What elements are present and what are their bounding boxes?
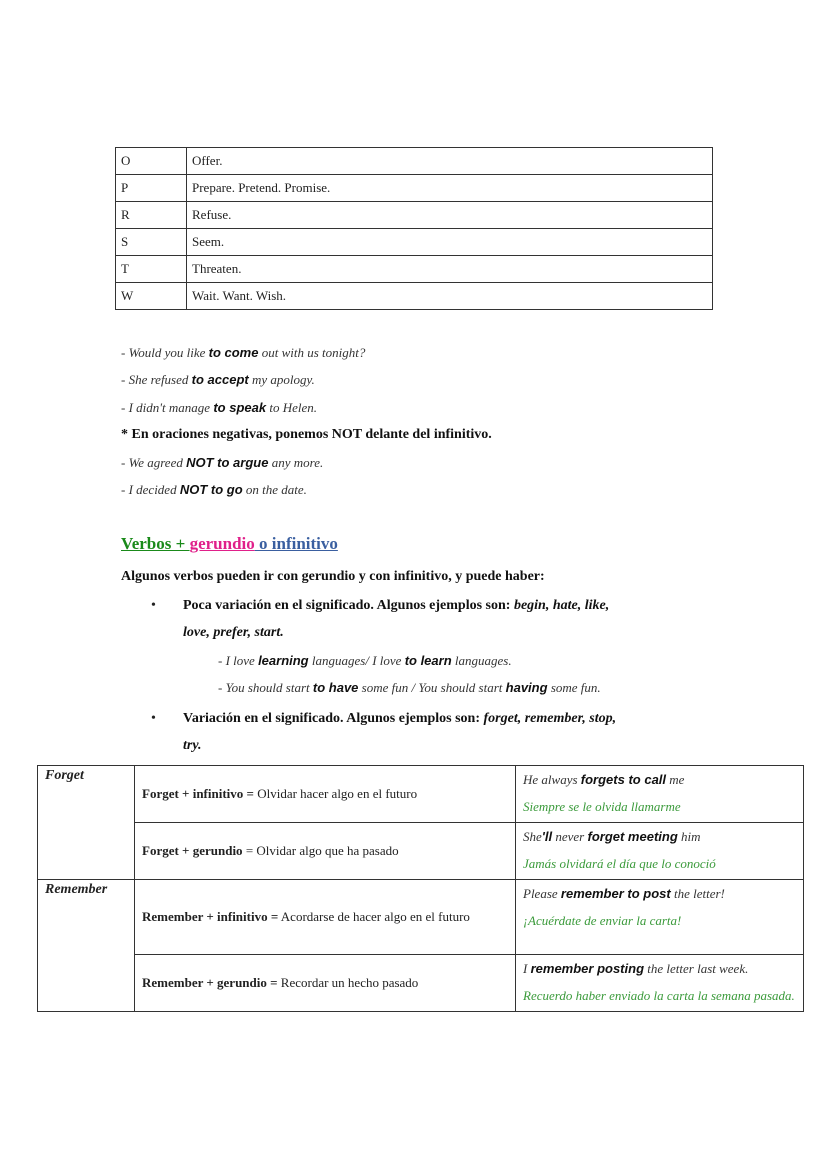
text: the letter! [670, 886, 725, 901]
intro-text: Algunos verbos pueden ir con gerundio y con infinitivo, y puede haber: [121, 569, 545, 584]
highlight: remember posting [530, 961, 645, 976]
example-sentence [218, 653, 512, 669]
translation: Recuerdo haber enviado la carta la semana pasada. [523, 988, 795, 1003]
table-row [38, 766, 804, 823]
text: - I decided [121, 482, 180, 497]
highlight: to come [208, 345, 259, 360]
text: languages. [451, 653, 512, 668]
heading-part: o infinitivo [254, 534, 338, 553]
letter-cell: T [116, 256, 187, 283]
rule: Remember + infinitivo = [142, 909, 279, 924]
text: some fun. [547, 680, 601, 695]
verbs-cell: Seem. [187, 229, 713, 256]
example-sentence [121, 345, 365, 361]
table-row [38, 823, 804, 880]
highlight: learning [258, 653, 309, 668]
table-row [116, 256, 713, 283]
verbs-cell: Refuse. [187, 202, 713, 229]
text: - I didn't manage [121, 400, 214, 415]
example-sentence [121, 455, 323, 471]
meaning: Olvidar hacer algo en el futuro [253, 786, 418, 801]
text: He always [523, 772, 581, 787]
examples: begin, hate, like, [513, 598, 610, 613]
rule: Forget + infinitivo = [142, 786, 254, 801]
table-row [116, 229, 713, 256]
example-sentence [121, 372, 315, 388]
bullet-text: love, prefer, start. [183, 625, 284, 640]
bullet-icon: • [151, 711, 156, 726]
text: Variación en el significado. Algunos ejemplos son: [183, 711, 484, 726]
letter-cell: O [116, 148, 187, 175]
rule: Forget + gerundio [142, 843, 243, 858]
text: - She refused [121, 372, 192, 387]
letter-cell: P [116, 175, 187, 202]
highlight: remember to post [560, 886, 671, 901]
translation: Jamás olvidará el día que lo conoció [523, 856, 716, 871]
heading-part: Verbos + [121, 534, 190, 553]
text: - We agreed [121, 455, 187, 470]
meaning: = Olvidar algo que ha pasado [242, 843, 399, 858]
letter-cell: S [116, 229, 187, 256]
text: Poca variación en el significado. Algunos ejemplos son: [183, 598, 514, 613]
rule-cell [135, 955, 516, 1012]
text: Please [523, 886, 561, 901]
rule-cell [135, 766, 516, 823]
text: my apology. [248, 372, 315, 387]
text: never [552, 829, 588, 844]
text: languages/ I love [308, 653, 405, 668]
negative-note: * En oraciones negativas, ponemos NOT delante del infinitivo. [121, 427, 492, 442]
bullet-text [183, 711, 616, 727]
table-row [38, 880, 804, 955]
example-cell [516, 880, 804, 955]
bullet-icon: • [151, 598, 156, 613]
text: - Would you like [121, 345, 209, 360]
meaning: Recordar un hecho pasado [277, 975, 419, 990]
verb-cell: Remember [38, 880, 135, 1012]
example-sentence [121, 482, 307, 498]
highlight: forgets to call [580, 772, 667, 787]
bullet-text: try. [183, 738, 202, 753]
examples: forget, remember, stop, [483, 711, 617, 726]
verbs-cell: Threaten. [187, 256, 713, 283]
example-cell [516, 955, 804, 1012]
text: to Helen. [266, 400, 317, 415]
example-cell [516, 823, 804, 880]
text: - You should start [218, 680, 313, 695]
letter-cell: R [116, 202, 187, 229]
highlight: to learn [404, 653, 452, 668]
verbs-cell: Wait. Want. Wish. [187, 283, 713, 310]
text: any more. [268, 455, 324, 470]
table-row [38, 955, 804, 1012]
text: me [666, 772, 685, 787]
example-cell [516, 766, 804, 823]
highlight: NOT to go [179, 482, 243, 497]
verbs-cell: Prepare. Pretend. Promise. [187, 175, 713, 202]
highlight: NOT to argue [186, 455, 269, 470]
example-sentence [121, 400, 317, 416]
rule-cell [135, 823, 516, 880]
highlight: to have [312, 680, 359, 695]
meaning-table [37, 765, 804, 1012]
translation: Siempre se le olvida llamarme [523, 799, 681, 814]
text: I [523, 961, 531, 976]
table-row [116, 283, 713, 310]
highlight: to accept [191, 372, 249, 387]
example-sentence [218, 680, 601, 696]
bullet-text [183, 598, 609, 614]
text: on the date. [242, 482, 307, 497]
text: some fun / You should start [358, 680, 506, 695]
text: - I love [218, 653, 259, 668]
highlight: to speak [213, 400, 267, 415]
highlight: having [505, 680, 548, 695]
verbs-cell: Offer. [187, 148, 713, 175]
highlight: forget meeting [587, 829, 678, 844]
heading-part: gerundio [189, 534, 255, 553]
section-heading [121, 534, 338, 554]
letter-verbs-table [115, 147, 713, 310]
meaning: Acordarse de hacer algo en el futuro [278, 909, 470, 924]
text: the letter last week. [644, 961, 749, 976]
table-row [116, 175, 713, 202]
highlight: 'll [541, 829, 553, 844]
table-row [116, 202, 713, 229]
rule: Remember + gerundio = [142, 975, 278, 990]
letter-cell: W [116, 283, 187, 310]
translation: ¡Acuérdate de enviar la carta! [523, 913, 682, 928]
table-row [116, 148, 713, 175]
verb-cell: Forget [38, 766, 135, 880]
text: She [523, 829, 542, 844]
rule-cell [135, 880, 516, 955]
text: out with us tonight? [258, 345, 366, 360]
text: him [677, 829, 701, 844]
